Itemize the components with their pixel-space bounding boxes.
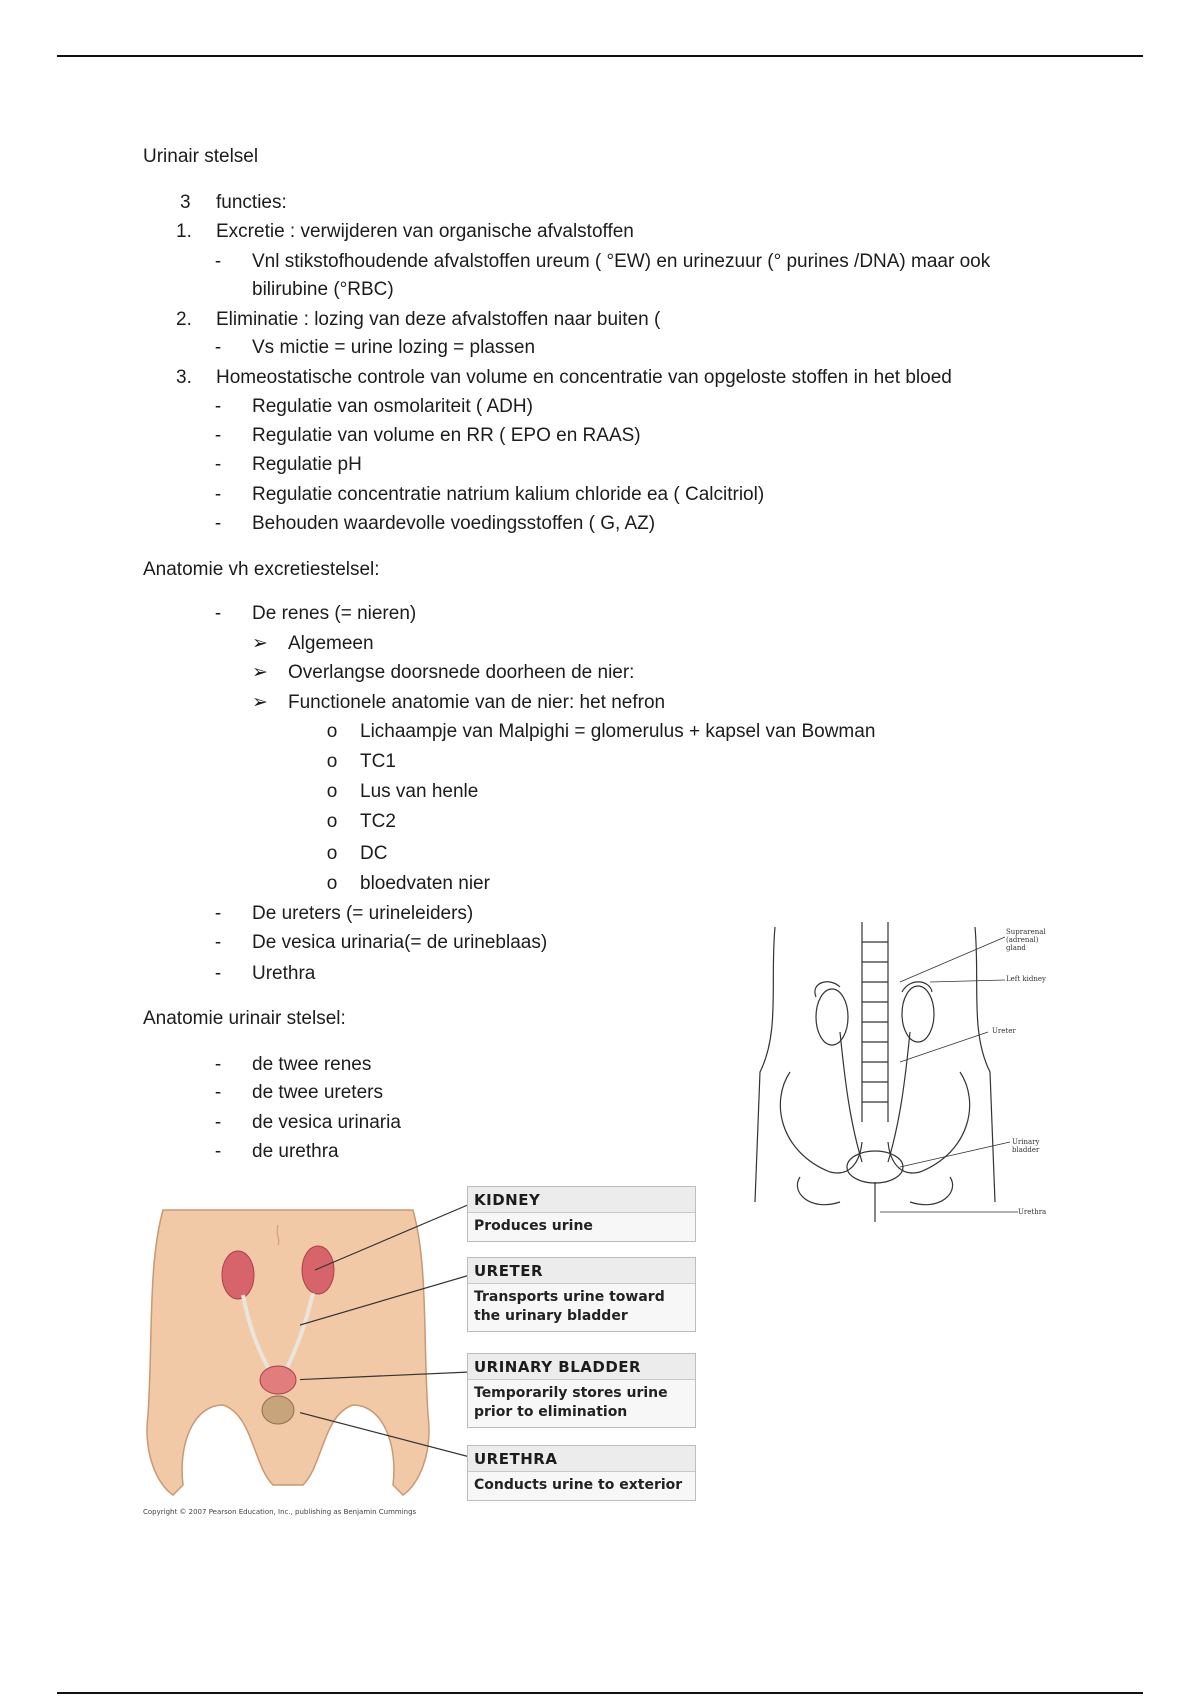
sketch-label-adrenal: Suprarenal (adrenal) gland — [1006, 928, 1046, 952]
figure-label-head: URETER — [468, 1258, 695, 1284]
function-num-2: 2. — [176, 309, 192, 330]
function-eliminatie: Eliminatie : lozing van deze afvalstoffen naar buiten ( — [216, 309, 661, 330]
dash-mark: - — [214, 1112, 222, 1133]
figure-label-body: Transports urine toward the urinary bladder — [474, 1289, 665, 1324]
urinary-vesica: de vesica urinaria — [252, 1112, 401, 1133]
nefron-dc: DC — [360, 843, 388, 864]
figure-label-ureter — [467, 1257, 696, 1332]
figure-label-head: URETHRA — [468, 1446, 695, 1472]
arrow-bullet: ➢ — [252, 692, 268, 713]
regulatie-ph: Regulatie pH — [252, 454, 362, 475]
figure-label-body: Conducts urine to exterior — [474, 1477, 683, 1493]
circle-bullet: o — [326, 843, 338, 864]
dash-mark: - — [214, 963, 222, 984]
nefron-henle: Lus van henle — [360, 781, 479, 802]
figure-copyright: Copyright © 2007 Pearson Education, Inc., publishing as Benjamin Cummings — [143, 1508, 417, 1516]
figure-label-bladder — [467, 1353, 696, 1428]
circle-bullet: o — [326, 873, 338, 894]
dash-mark: - — [214, 513, 222, 534]
footer-rule — [57, 1692, 1143, 1694]
excretie-detail: Vnl stikstofhoudende afvalstoffen ureum ( °EW) en urinezuur (° purines /DNA) maar ook — [252, 251, 991, 272]
dash-mark: - — [214, 1082, 222, 1103]
figure-connector-lines — [300, 1185, 470, 1465]
dash-mark: - — [214, 337, 222, 358]
header-rule — [57, 55, 1143, 57]
sketch-label-bladder: Urinary bladder — [1012, 1138, 1040, 1154]
renes-nefron: Functionele anatomie van de nier: het nefron — [288, 692, 666, 713]
urethra-item: Urethra — [252, 963, 316, 984]
sketch-label-urethra: Urethra — [1018, 1208, 1047, 1216]
figure-label-head: URINARY BLADDER — [468, 1354, 695, 1380]
dash-mark: - — [214, 396, 222, 417]
function-num-1: 1. — [176, 221, 192, 242]
functions-count: 3 — [180, 192, 191, 213]
dash-mark: - — [214, 932, 222, 953]
figure-label-body: Temporarily stores urine prior to elimination — [474, 1385, 668, 1420]
figure-label-kidney — [467, 1186, 696, 1242]
dash-mark: - — [214, 425, 222, 446]
regulatie-volume: Regulatie van volume en RR ( EPO en RAAS) — [252, 425, 641, 446]
dash-mark: - — [214, 251, 222, 272]
figure-label-body: Produces urine — [474, 1218, 593, 1234]
function-excretie: Excretie : verwijderen van organische afvalstoffen — [216, 221, 634, 242]
eliminatie-detail: Vs mictie = urine lozing = plassen — [252, 337, 536, 358]
behouden-voedingsstoffen: Behouden waardevolle voedingsstoffen ( G, AZ) — [252, 513, 656, 534]
function-num-3: 3. — [176, 367, 192, 388]
excretie-detail-cont: bilirubine (°RBC) — [252, 279, 394, 300]
circle-bullet: o — [326, 811, 338, 832]
figure-label-head: KIDNEY — [468, 1187, 695, 1213]
circle-bullet: o — [326, 751, 338, 772]
functions-label: functies: — [216, 192, 287, 213]
function-homeostase: Homeostatische controle van volume en concentratie van opgeloste stoffen in het bloed — [216, 367, 952, 388]
sketch-label-left-kidney: Left kidney — [1006, 975, 1046, 983]
urinary-system-sketch — [750, 922, 1060, 1232]
circle-bullet: o — [326, 721, 338, 742]
circle-bullet: o — [326, 781, 338, 802]
urinary-urethra: de urethra — [252, 1141, 339, 1162]
anatomy-urinary-heading: Anatomie urinair stelsel: — [143, 1008, 346, 1029]
renes-item: De renes (= nieren) — [252, 603, 417, 624]
ureters-item: De ureters (= urineleiders) — [252, 903, 474, 924]
figure-label-urethra — [467, 1445, 696, 1501]
nefron-tc2: TC2 — [360, 811, 396, 832]
nefron-bloedvaten: bloedvaten nier — [360, 873, 490, 894]
dash-mark: - — [214, 603, 222, 624]
arrow-bullet: ➢ — [252, 633, 268, 654]
urinary-ureters: de twee ureters — [252, 1082, 383, 1103]
dash-mark: - — [214, 484, 222, 505]
dash-mark: - — [214, 1141, 222, 1162]
vesica-item: De vesica urinaria(= de urineblaas) — [252, 932, 548, 953]
nefron-tc1: TC1 — [360, 751, 396, 772]
renes-algemeen: Algemeen — [288, 633, 374, 654]
anatomy-excretory-heading: Anatomie vh excretiestelsel: — [143, 559, 380, 580]
page-title: Urinair stelsel — [143, 146, 259, 167]
arrow-bullet: ➢ — [252, 662, 268, 683]
dash-mark: - — [214, 454, 222, 475]
renes-doorsnede: Overlangse doorsnede doorheen de nier: — [288, 662, 635, 683]
dash-mark: - — [214, 1054, 222, 1075]
nefron-malpighi: Lichaampje van Malpighi = glomerulus + kapsel van Bowman — [360, 721, 876, 742]
regulatie-osmolariteit: Regulatie van osmolariteit ( ADH) — [252, 396, 533, 417]
dash-mark: - — [214, 903, 222, 924]
sketch-label-ureter: Ureter — [992, 1027, 1016, 1035]
urinary-renes: de twee renes — [252, 1054, 372, 1075]
regulatie-concentratie: Regulatie concentratie natrium kalium chloride ea ( Calcitriol) — [252, 484, 765, 505]
